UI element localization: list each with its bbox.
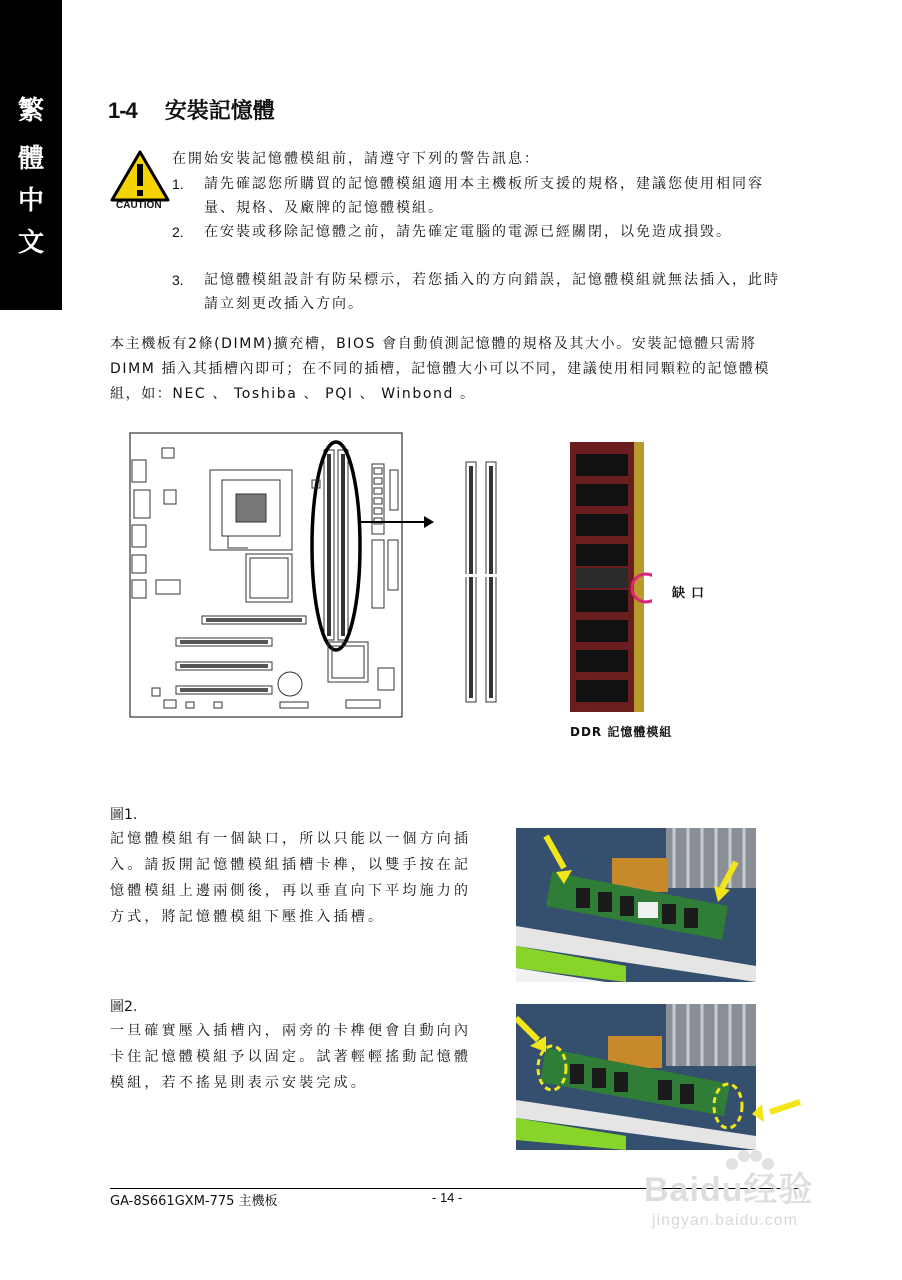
section-number: 1-4 [108,98,137,123]
side-tab-char: 繁 [17,96,44,126]
notch-label: 缺口 [672,586,711,601]
figure-1-text: 記憶體模組有一個缺口，所以只能以一個方向插入。請扳開記憶體模組插槽卡榫，以雙手按在記憶體模組上邊兩側後，再以垂直向下平均施力的方式，將記憶體模組下壓推入插槽。 [110,831,472,925]
photo-memory-locked [516,1004,806,1150]
caution-item [172,172,792,220]
footer-model: GA-8S661GXM-775 主機板 [110,1194,278,1209]
side-tab-char: 中 [17,186,44,216]
ddr-module-diagram [568,440,652,716]
section-title: 安裝記憶體 [164,99,275,124]
figure-2-title: 圖2. [110,999,138,1015]
caution-item-text: 請先確認您所購買的記憶體模組適用本主機板所支援的規格，建議您使用相同容量、規格、及廠牌的記憶體模組。 [204,176,764,216]
photo-insert-memory [516,828,756,982]
page-number: - 14 - [432,1190,463,1205]
motherboard-diagram [128,430,538,730]
caution-item-text: 在安裝或移除記憶體之前，請先確定電腦的電源已經關閉，以免造成損毀。 [204,224,732,240]
caution-item-number: 3. [172,272,184,288]
caution-item [172,220,792,244]
figure-1-title: 圖1. [110,807,138,823]
ddr-module-label: DDR 記憶體模組 [570,725,673,739]
watermark-url: jingyan.baidu.com [652,1212,798,1229]
baidu-watermark [640,1150,850,1250]
intro-paragraph: 本主機板有2條(DIMM)擴充槽，BIOS 會自動偵測記憶體的規格及其大小。安裝記憶體只需將DIMM 插入其插槽內即可；在不同的插槽，記憶體大小可以不同，建議使用相同顆粒的記憶體模組，如：NEC 、 Toshiba 、 PQI 、 Winbond 。 [110,336,770,402]
side-language-tab [0,0,62,310]
side-tab-char: 體 [17,144,44,174]
side-tab-char: 文 [17,228,44,258]
watermark-main: Baidu经验 [644,1171,814,1209]
section-heading [108,94,275,125]
figure-2-text: 一旦確實壓入插槽內，兩旁的卡榫便會自動向內卡住記憶體模組予以固定。試著輕輕搖動記憶體模組，若不搖晃則表示安裝完成。 [110,1023,472,1091]
caution-item-number: 2. [172,224,184,240]
caution-label: CAUTION [116,200,162,211]
caution-item-number: 1. [172,176,184,192]
caution-item [172,268,792,316]
caution-intro: 在開始安裝記憶體模組前，請遵守下列的警告訊息： [172,151,540,167]
caution-item-text: 記憶體模組設計有防呆標示，若您插入的方向錯誤，記憶體模組就無法插入，此時請立刻更改插入方向。 [204,272,780,312]
